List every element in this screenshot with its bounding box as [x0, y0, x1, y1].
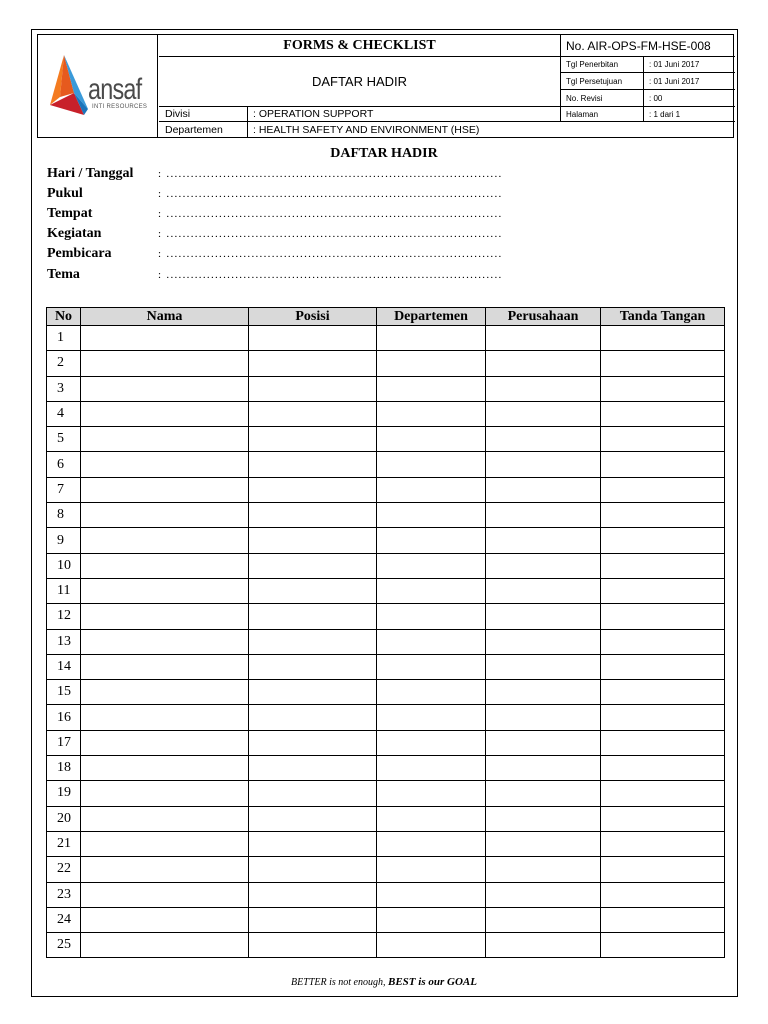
- nama-cell[interactable]: [81, 654, 249, 679]
- posisi-cell[interactable]: [249, 629, 377, 654]
- departemen-label: Departemen: [165, 124, 223, 136]
- departemen-cell[interactable]: [377, 351, 486, 376]
- perusahaan-cell[interactable]: [486, 705, 601, 730]
- perusahaan-cell[interactable]: [486, 806, 601, 831]
- departemen-cell[interactable]: [377, 933, 486, 958]
- departemen-cell[interactable]: [377, 477, 486, 502]
- row-number-cell: 14: [47, 654, 81, 679]
- posisi-cell[interactable]: [249, 553, 377, 578]
- departemen-cell[interactable]: [377, 907, 486, 932]
- divider: [159, 121, 735, 122]
- meta-label-approval-date: Tgl Persetujuan: [566, 77, 623, 86]
- table-row: [47, 831, 725, 856]
- divisi-label: Divisi: [165, 108, 191, 120]
- tanda-tangan-cell[interactable]: [601, 756, 725, 781]
- tanda-tangan-cell[interactable]: [601, 604, 725, 629]
- attendance-table: [46, 307, 725, 958]
- row-number-cell: 2: [47, 351, 81, 376]
- nama-cell[interactable]: [81, 503, 249, 528]
- departemen-cell[interactable]: [377, 604, 486, 629]
- meta-label-issue-date: Tgl Penerbitan: [566, 60, 619, 69]
- nama-cell[interactable]: [81, 528, 249, 553]
- meta-value-revision: : 00: [649, 94, 663, 103]
- info-field-date[interactable]: : ...................................................................................: [158, 168, 503, 180]
- row-number-cell: 6: [47, 452, 81, 477]
- info-label-speaker: Pembicara: [47, 246, 112, 261]
- perusahaan-cell[interactable]: [486, 882, 601, 907]
- table-row: [47, 781, 725, 806]
- table-row: [47, 351, 725, 376]
- tanda-tangan-cell[interactable]: [601, 503, 725, 528]
- nama-cell[interactable]: [81, 477, 249, 502]
- table-row: [47, 730, 725, 755]
- tanda-tangan-cell[interactable]: [601, 427, 725, 452]
- table-row: [47, 882, 725, 907]
- column-header-departemen: Departemen: [377, 308, 486, 326]
- column-header-tanda-tangan: Tanda Tangan: [601, 308, 725, 326]
- logo-text: ansaf: [88, 73, 142, 106]
- table-row: [47, 680, 725, 705]
- posisi-cell[interactable]: [249, 326, 377, 351]
- tanda-tangan-cell[interactable]: [601, 857, 725, 882]
- posisi-cell[interactable]: [249, 756, 377, 781]
- tanda-tangan-cell[interactable]: [601, 806, 725, 831]
- table-row: [47, 806, 725, 831]
- nama-cell[interactable]: [81, 427, 249, 452]
- departemen-cell[interactable]: [377, 326, 486, 351]
- table-row: [47, 933, 725, 958]
- form-title: DAFTAR HADIR: [311, 74, 408, 89]
- posisi-cell[interactable]: [249, 376, 377, 401]
- posisi-cell[interactable]: [249, 907, 377, 932]
- nama-cell[interactable]: [81, 857, 249, 882]
- divider: [159, 56, 735, 57]
- info-label-theme: Tema: [47, 267, 80, 282]
- table-row: [47, 629, 725, 654]
- posisi-cell[interactable]: [249, 503, 377, 528]
- perusahaan-cell[interactable]: [486, 730, 601, 755]
- row-number-cell: 21: [47, 831, 81, 856]
- row-number-cell: 5: [47, 427, 81, 452]
- posisi-cell[interactable]: [249, 882, 377, 907]
- footer-slogan-part2: BEST is our GOAL: [388, 976, 477, 988]
- perusahaan-cell[interactable]: [486, 831, 601, 856]
- table-row: [47, 578, 725, 603]
- departemen-cell[interactable]: [377, 654, 486, 679]
- nama-cell[interactable]: [81, 351, 249, 376]
- info-label-date: Hari / Tanggal: [47, 166, 134, 181]
- perusahaan-cell[interactable]: [486, 503, 601, 528]
- tanda-tangan-cell[interactable]: [601, 907, 725, 932]
- posisi-cell[interactable]: [249, 528, 377, 553]
- meta-label-page: Halaman: [566, 110, 599, 119]
- posisi-cell[interactable]: [249, 401, 377, 426]
- perusahaan-cell[interactable]: [486, 578, 601, 603]
- perusahaan-cell[interactable]: [486, 553, 601, 578]
- departemen-cell[interactable]: [377, 756, 486, 781]
- tanda-tangan-cell[interactable]: [601, 781, 725, 806]
- meta-value-approval-date: : 01 Juni 2017: [649, 77, 700, 86]
- table-row: [47, 401, 725, 426]
- perusahaan-cell[interactable]: [486, 756, 601, 781]
- perusahaan-cell[interactable]: [486, 351, 601, 376]
- column-header-no: No: [47, 308, 81, 326]
- info-label-time: Pukul: [47, 186, 83, 201]
- nama-cell[interactable]: [81, 806, 249, 831]
- nama-cell[interactable]: [81, 705, 249, 730]
- row-number-cell: 9: [47, 528, 81, 553]
- nama-cell[interactable]: [81, 933, 249, 958]
- posisi-cell[interactable]: [249, 680, 377, 705]
- row-number-cell: 24: [47, 907, 81, 932]
- info-field-theme[interactable]: : ...................................................................................: [158, 269, 503, 281]
- table-row: [47, 477, 725, 502]
- posisi-cell[interactable]: [249, 806, 377, 831]
- perusahaan-cell[interactable]: [486, 857, 601, 882]
- nama-cell[interactable]: [81, 604, 249, 629]
- info-field-activity[interactable]: : ...................................................................................: [158, 228, 503, 240]
- meta-label-revision: No. Revisi: [566, 94, 603, 103]
- table-row: [47, 857, 725, 882]
- info-field-place[interactable]: : ...................................................................................: [158, 208, 503, 220]
- meta-value-page: : 1 dari 1: [649, 110, 681, 119]
- nama-cell[interactable]: [81, 629, 249, 654]
- tanda-tangan-cell[interactable]: [601, 654, 725, 679]
- posisi-cell[interactable]: [249, 705, 377, 730]
- row-number-cell: 4: [47, 401, 81, 426]
- tanda-tangan-cell[interactable]: [601, 401, 725, 426]
- departemen-cell[interactable]: [377, 578, 486, 603]
- departemen-cell[interactable]: [377, 452, 486, 477]
- departemen-cell[interactable]: [377, 857, 486, 882]
- document-number: No. AIR-OPS-FM-HSE-008: [566, 39, 711, 53]
- perusahaan-cell[interactable]: [486, 528, 601, 553]
- departemen-cell[interactable]: [377, 831, 486, 856]
- table-row: [47, 427, 725, 452]
- posisi-cell[interactable]: [249, 452, 377, 477]
- row-number-cell: 15: [47, 680, 81, 705]
- tanda-tangan-cell[interactable]: [601, 553, 725, 578]
- tanda-tangan-cell[interactable]: [601, 882, 725, 907]
- nama-cell[interactable]: [81, 781, 249, 806]
- info-label-activity: Kegiatan: [47, 226, 102, 241]
- posisi-cell[interactable]: [249, 857, 377, 882]
- departemen-cell[interactable]: [377, 401, 486, 426]
- tanda-tangan-cell[interactable]: [601, 528, 725, 553]
- departemen-cell[interactable]: [377, 629, 486, 654]
- table-row: [47, 705, 725, 730]
- perusahaan-cell[interactable]: [486, 933, 601, 958]
- table-row: [47, 326, 725, 351]
- row-number-cell: 18: [47, 756, 81, 781]
- posisi-cell[interactable]: [249, 578, 377, 603]
- nama-cell[interactable]: [81, 680, 249, 705]
- row-number-cell: 22: [47, 857, 81, 882]
- departemen-cell[interactable]: [377, 376, 486, 401]
- logo-subtext: INTI RESOURCES: [92, 104, 148, 110]
- row-number-cell: 1: [47, 326, 81, 351]
- posisi-cell[interactable]: [249, 427, 377, 452]
- row-number-cell: 17: [47, 730, 81, 755]
- nama-cell[interactable]: [81, 376, 249, 401]
- column-header-perusahaan: Perusahaan: [486, 308, 601, 326]
- row-number-cell: 19: [47, 781, 81, 806]
- posisi-cell[interactable]: [249, 351, 377, 376]
- perusahaan-cell[interactable]: [486, 401, 601, 426]
- departemen-cell[interactable]: [377, 781, 486, 806]
- departemen-cell[interactable]: [377, 882, 486, 907]
- perusahaan-cell[interactable]: [486, 326, 601, 351]
- tanda-tangan-cell[interactable]: [601, 477, 725, 502]
- footer-slogan: [0, 976, 768, 988]
- tanda-tangan-cell[interactable]: [601, 680, 725, 705]
- departemen-cell[interactable]: [377, 806, 486, 831]
- tanda-tangan-cell[interactable]: [601, 452, 725, 477]
- tanda-tangan-cell[interactable]: [601, 351, 725, 376]
- perusahaan-cell[interactable]: [486, 680, 601, 705]
- departemen-cell[interactable]: [377, 705, 486, 730]
- row-number-cell: 20: [47, 806, 81, 831]
- perusahaan-cell[interactable]: [486, 629, 601, 654]
- posisi-cell[interactable]: [249, 831, 377, 856]
- table-row: [47, 528, 725, 553]
- table-row: [47, 654, 725, 679]
- info-label-place: Tempat: [47, 206, 93, 221]
- logo-cell: [38, 35, 158, 137]
- tanda-tangan-cell[interactable]: [601, 831, 725, 856]
- departemen-cell[interactable]: [377, 730, 486, 755]
- nama-cell[interactable]: [81, 326, 249, 351]
- tanda-tangan-cell[interactable]: [601, 629, 725, 654]
- perusahaan-cell[interactable]: [486, 452, 601, 477]
- nama-cell[interactable]: [81, 907, 249, 932]
- perusahaan-cell[interactable]: [486, 907, 601, 932]
- row-number-cell: 16: [47, 705, 81, 730]
- column-header-posisi: Posisi: [249, 308, 377, 326]
- perusahaan-cell[interactable]: [486, 781, 601, 806]
- table-row: [47, 756, 725, 781]
- meta-value-issue-date: : 01 Juni 2017: [649, 60, 700, 69]
- departemen-cell[interactable]: [377, 528, 486, 553]
- info-field-time[interactable]: : ...................................................................................: [158, 188, 503, 200]
- attendance-table-body: [47, 326, 725, 958]
- posisi-cell[interactable]: [249, 933, 377, 958]
- perusahaan-cell[interactable]: [486, 376, 601, 401]
- table-row: [47, 452, 725, 477]
- divider: [560, 72, 735, 73]
- departemen-cell[interactable]: [377, 427, 486, 452]
- tanda-tangan-cell[interactable]: [601, 578, 725, 603]
- row-number-cell: 13: [47, 629, 81, 654]
- table-header-row: [47, 308, 725, 326]
- row-number-cell: 7: [47, 477, 81, 502]
- nama-cell[interactable]: [81, 756, 249, 781]
- nama-cell[interactable]: [81, 578, 249, 603]
- table-row: [47, 604, 725, 629]
- perusahaan-cell[interactable]: [486, 427, 601, 452]
- departemen-cell[interactable]: [377, 503, 486, 528]
- perusahaan-cell[interactable]: [486, 604, 601, 629]
- tanda-tangan-cell[interactable]: [601, 730, 725, 755]
- departemen-value: : HEALTH SAFETY AND ENVIRONMENT (HSE): [253, 124, 480, 136]
- table-row: [47, 553, 725, 578]
- tanda-tangan-cell[interactable]: [601, 326, 725, 351]
- footer-slogan-part1: BETTER is not enough,: [291, 977, 388, 988]
- departemen-cell[interactable]: [377, 553, 486, 578]
- nama-cell[interactable]: [81, 401, 249, 426]
- section-title: DAFTAR HADIR: [330, 146, 438, 161]
- divider: [560, 106, 735, 107]
- row-number-cell: 11: [47, 578, 81, 603]
- column-header-nama: Nama: [81, 308, 249, 326]
- nama-cell[interactable]: [81, 452, 249, 477]
- info-field-speaker[interactable]: : ...................................................................................: [158, 248, 503, 260]
- row-number-cell: 10: [47, 553, 81, 578]
- table-row: [47, 376, 725, 401]
- document-header: [37, 34, 734, 138]
- table-row: [47, 503, 725, 528]
- divisi-value: : OPERATION SUPPORT: [253, 108, 374, 120]
- row-number-cell: 23: [47, 882, 81, 907]
- ansaf-logo-icon: [46, 53, 90, 119]
- divider: [560, 89, 735, 90]
- tanda-tangan-cell[interactable]: [601, 933, 725, 958]
- row-number-cell: 8: [47, 503, 81, 528]
- departemen-cell[interactable]: [377, 680, 486, 705]
- row-number-cell: 25: [47, 933, 81, 958]
- tanda-tangan-cell[interactable]: [601, 376, 725, 401]
- perusahaan-cell[interactable]: [486, 477, 601, 502]
- nama-cell[interactable]: [81, 553, 249, 578]
- nama-cell[interactable]: [81, 730, 249, 755]
- row-number-cell: 3: [47, 376, 81, 401]
- nama-cell[interactable]: [81, 831, 249, 856]
- tanda-tangan-cell[interactable]: [601, 705, 725, 730]
- posisi-cell[interactable]: [249, 477, 377, 502]
- posisi-cell[interactable]: [249, 654, 377, 679]
- posisi-cell[interactable]: [249, 730, 377, 755]
- divider: [159, 106, 560, 107]
- form-category-title: FORMS & CHECKLIST: [283, 38, 436, 53]
- perusahaan-cell[interactable]: [486, 654, 601, 679]
- posisi-cell[interactable]: [249, 781, 377, 806]
- posisi-cell[interactable]: [249, 604, 377, 629]
- nama-cell[interactable]: [81, 882, 249, 907]
- row-number-cell: 12: [47, 604, 81, 629]
- table-row: [47, 907, 725, 932]
